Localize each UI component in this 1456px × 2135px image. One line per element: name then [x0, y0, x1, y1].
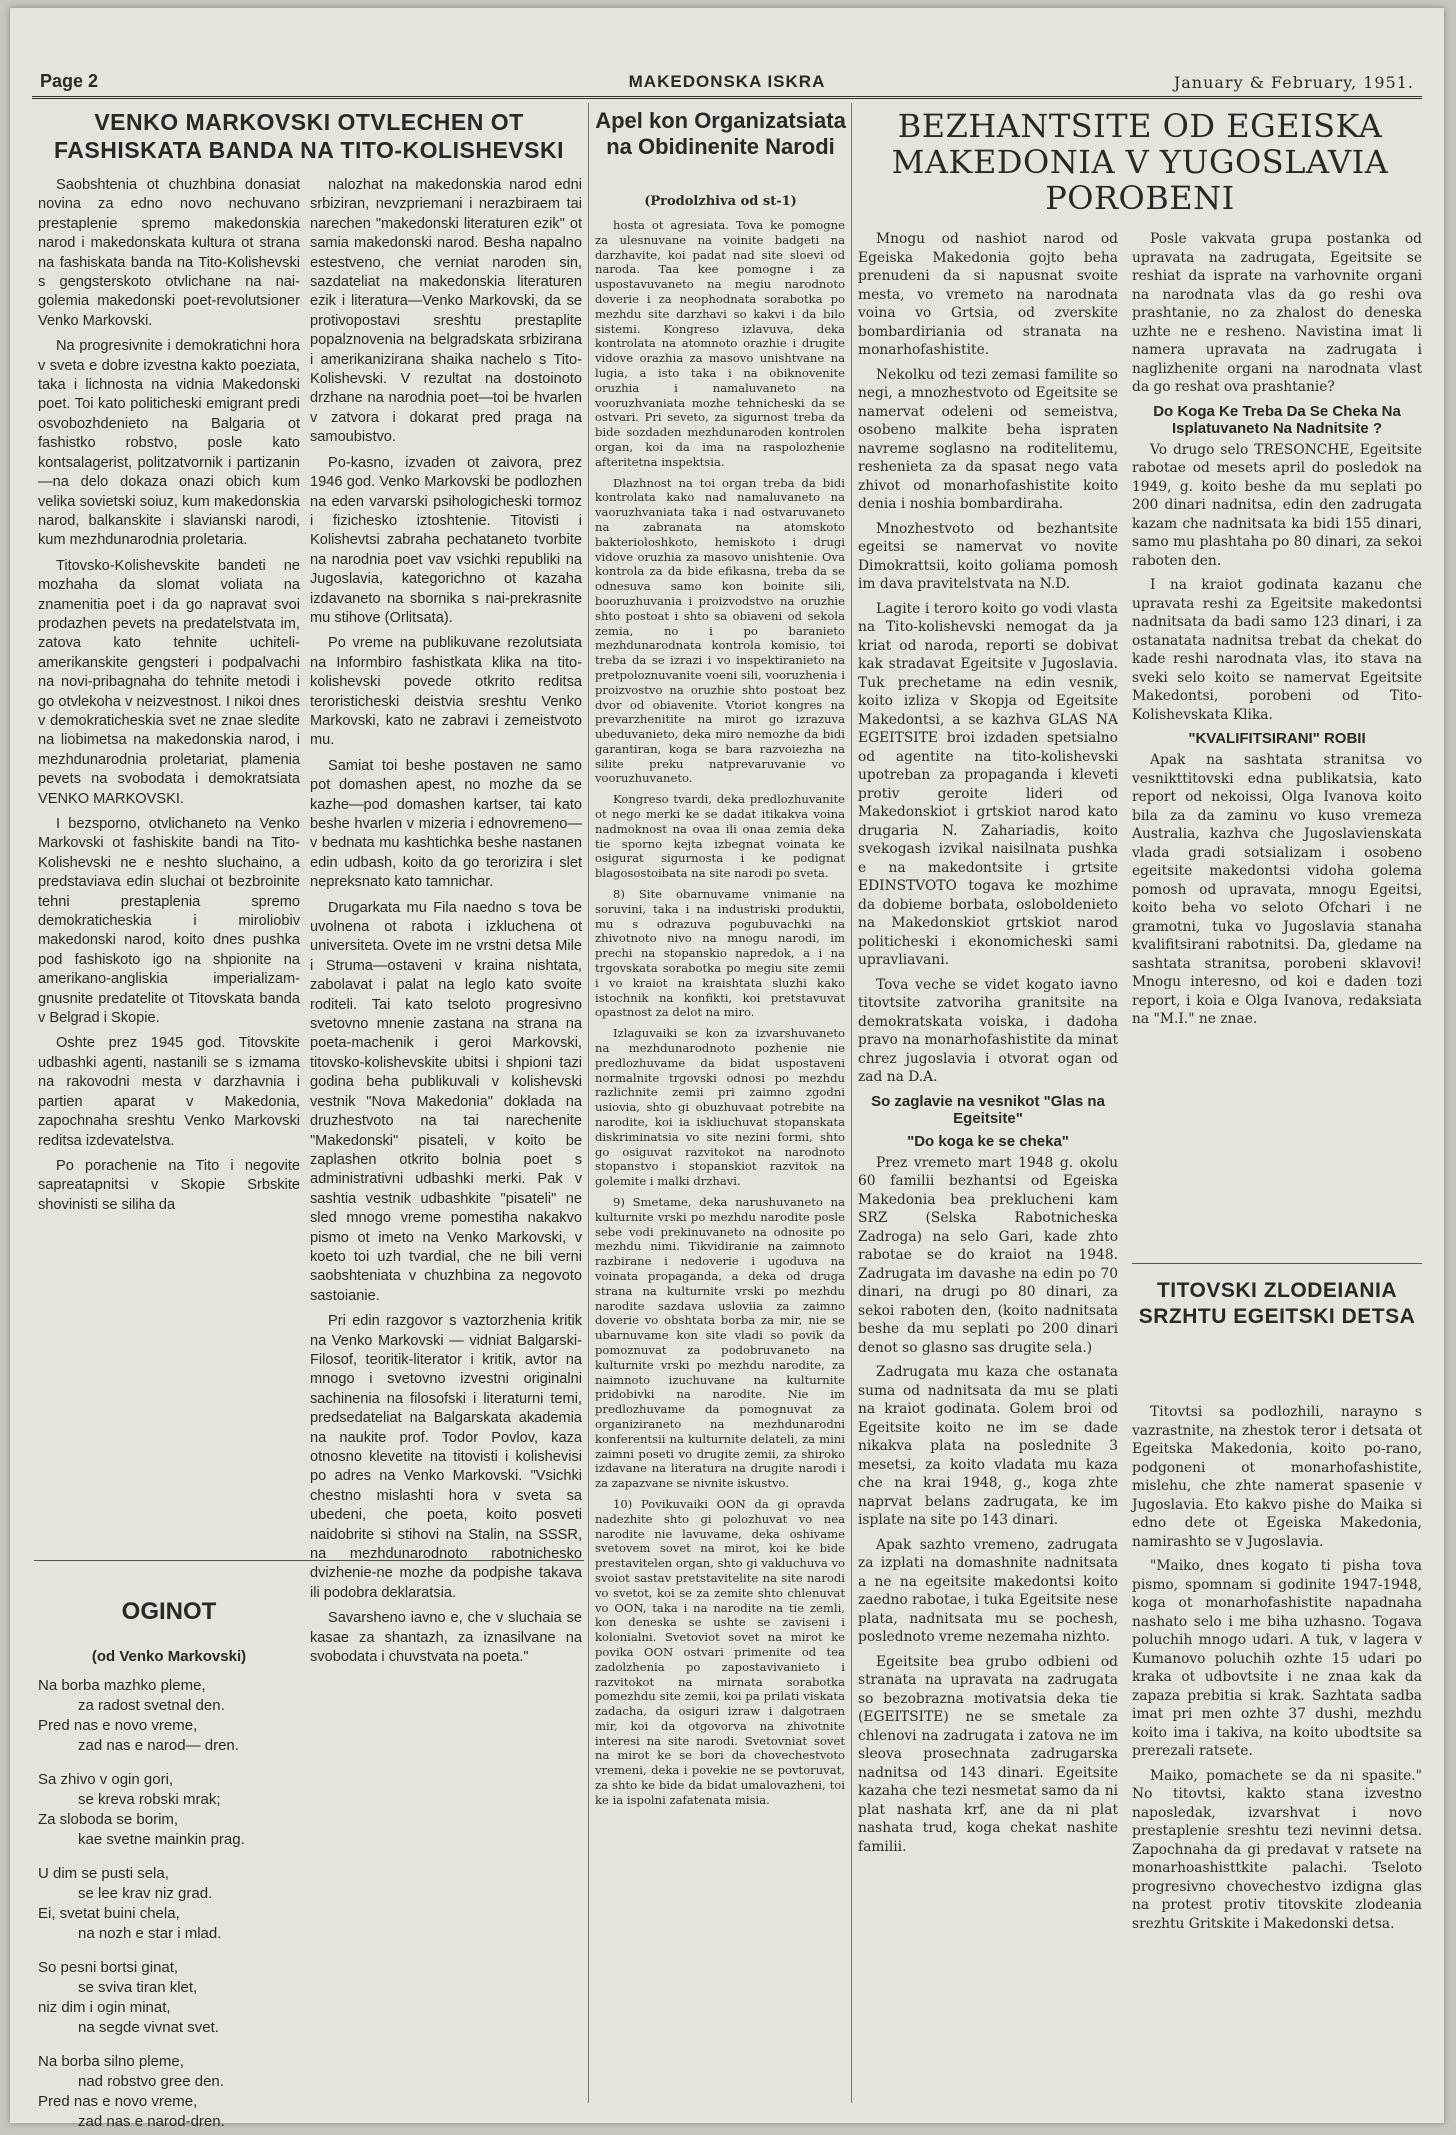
paragraph: Dlazhnost na toi organ treba da bidi kontrolata kako nad namaluvaneto na vaoruzhvaniata taka i nad ostvaruvaneto na zabranata na atomskoto bakterioloshkoto, hemiskoto i drugi vidove oruzhia za masovo unishtenie. Ova kontrola za da bide efikasna, treba da se odnesuva samo kon boinite sili, booruzhuvania i proizvodstvo na oruzhie shto postoat i shto sa obiaveni od sekola zemia, no i po baranieto mezhdunarodnata kontrola komisio, toi treba da se izrazi i vo inspektiranieto na pretpoloznuvanite voeni sili, vooruzhenia i proizvostvo na oruzhie shto postoat bez dvor od obiavenite. Vtoriot kongres na prevarzhenitite na mirot go izrazuva ubeduvanieto, deka miro nemozhe da bidi garantiran, koga se bara razvoiezha na silite preku natprevaruvanie vo vooruzhuvaneto.: [595, 475, 845, 786]
paragraph: nalozhat na makedonskia narod edni srbiziran, nevzpriemani i nerazbiraem tai narechen "makedonski literaturen ezik" ot samia makedonski narod. Besha napalno estestveno, che verniat naroden sin, sazdateliat na makedonskia literaturen ezik i literatura—Venko Markovski, da se protivopostavi sreshtu prestaplite popalznovenia na belgradskata srbizirana i amerikanizirana shaika nachelo s Tito-Kolishevski. V rezultat na dostoinoto drzhane na narodnia poet—toi be hvarlen v zatvora i dokarat pred praga na samoubistvo.: [310, 177, 582, 446]
paragraph: Vo drugo selo TRESONCHE, Egeitsite rabotae od mesets april do posledok na 1949, g. koito beshe da mu seplati po 200 dinari nadnitsa, edin den zadrugata kazam che nadnitsata ka bidi 155 dinari, samo mu plashtaha po 80 dinari, za sekoi raboten den.: [1132, 441, 1422, 569]
poem-line: Pred nas e novo vreme,: [38, 1717, 198, 1734]
page-number: Page 2: [40, 71, 99, 91]
newspaper-name: MAKEDONSKA ISKRA: [628, 72, 826, 91]
poem-line: nad robstvo gree den.: [78, 2073, 224, 2090]
paragraph: Egeitsite bea grubo odbieni od stranata na upravata na zadrugata so bezobrazna motivatsia deka tie (EGEITSITE) ne se smetale za chlenovi na zadrugata i zatova ne im sleova prosechnata zadrugarska nadnitsa od 143 dinari. Egeitsite kazaha che tezi nesmetat samo da ni plat nashata krf, ane da ni plat nashata trud, koga chekat nashite familii.: [858, 1653, 1118, 1855]
article-bezhantsite-column-2: [1132, 230, 1422, 1255]
paragraph: Zadrugata mu kaza che ostanata suma od nadnitsata da mu se plati na kraiot godinata. Golem broi od Egeitsite koito ne im se dade nikakva plata na poslednite 3 mesetsi, za koito vladata mu kaza che na krai 1948, g., koga zhte naprvat belans zadrugata, ke im isplate na site po 143 dinari.: [858, 1364, 1118, 1528]
paragraph: Prez vremeto mart 1948 g. okolu 60 familii bezhantsi od Egeiska Makedonia bea preklucheni kam SRZ (Selska Rabotnicheska Zadroga) na selo Gari, kade zhto rabotae se do kraiot na 1948. Zadrugata im davashe na edin po 70 dinari, na drugi po 80 dinari, za sekoi raboten den, (koito nadnitsata beshe da mu seplati po 200 dinari denot so glasno sas drugite sela.): [858, 1154, 1118, 1356]
paragraph: hosta ot agresiata. Tova ke pomogne za ulesnuvane na voinite badgeti na darzhavite, koi padat nad site sloevi od naroda. Taa kee pomogne i za uspostavuvaneto na megiu narodnoto doverie i za neophodnata sorabotka po mezhdu site darzhavi so kakvi i da bilo sistemi. Kongreso izlavuva, deka kontrolata na atomnoto orazhie i drugite vidove orazhia za masovo unishtvane na lugia, a isto taka i na obiknovenite oruzhia i namaluvaneto na vooruzhvaniata mozhe tehnicheski da se ostvari. Pri seveto, za sigurnost treba da bide sozdaden mezhdunaroden kontrolen organ, koi da ima na raspolozhenie afteritetna inspektsia.: [595, 218, 845, 469]
poem-line: na segde vivnat svet.: [78, 2019, 219, 2036]
poem-line: niz dim i ogin minat,: [38, 1999, 171, 2016]
paragraph: 10) Povikuvaiki OON da gi opravda nadezhite shto gi polozhuvat vo nea narodite nie lavuvame, deka oshivame svetovem sovet na mirot, koi ke bide prestavitelen organ, shto gi vakluchuva vo svoiot sastav pretstavitelite na site narodi vo svetot, koi se za zemite shto chlenuvat vo OON, taka i na narodite na tie zemli, kon deneska se ushte se zaviseni i kolonialni. Svetoviot sovet na mirot ke povika OON ostvari primenite od tea zadolzhenia po zapostavivanieto i razvitokot na mirnata sorabotka pomezhdu site zemii, koi pa prilati viskata zadacha, da osiguri izraw i dalgotraen mir, koi da otgovorva na zhivotnite interesi na site narodi. Svetovniat sovet na mirot ke se bori da chovechestvoto vremeni, deka i povekie ne se povtoruvat, za shto ke bide da bidat umalovazheni, toi ke ia ispolni zafatenata misia.: [595, 1496, 845, 1807]
column-divider: [588, 103, 589, 2103]
paragraph: Mnozhestvoto od bezhantsite egeitsi se namervat vo novite Dimokrattsii, koito goliama pomosh im dava pravitelstvata na N.D.: [858, 520, 1118, 592]
poem-line: kae svetne mainkin prag.: [78, 1831, 245, 1848]
poem-byline: (od Venko Markovski): [91, 1648, 247, 1665]
paragraph: Oshte prez 1945 god. Titovskite udbashki agenti, nastanili se s izmama na rakovodni mesta v darzhavnia i partien aparat v Makedonia, zapochnaha sreshtu Venko Markovski reditsa izdevatelstva.: [38, 1035, 300, 1149]
paragraph: Po porachenie na Tito i negovite sapreatapnitsi v Skopie Srbskite shovinisti se siliha da: [38, 1157, 300, 1213]
poem-line: se lee krav niz grad.: [78, 1885, 213, 1902]
paragraph: 8) Site obarnuvame vnimanie na soruvini, taka i na industriski produktii, mu s odrazuva pogubuvachki na zhivotnoto nivo na mnogu narodi, im prechi na stopanskio napredok, a i na trgovskata sorabotka po megiu site zemii i vo kraiot na kraishtata sluzhi kako istochnik na konfikti, koi pretstavuvat opastnost za delot na miro.: [595, 887, 845, 1020]
poem-line: Na borba silno pleme,: [38, 2053, 184, 2070]
paragraph: Maiko, pomachete se da ni spasite." No titovtsi, kakto stana izvestno naposledak, izvarshvat i novo prestaplenie sreshtu tezi nevinni detsa. Zapochnaha da gi predavat v ratsete na monarhoashisttkite palachi. Tseloto progresivno chovechestvo izdigna glas na protest protiv titovskite zlodeania srezhtu Gritskite i Makedonski detsa.: [1132, 1767, 1422, 1932]
paragraph: Mnogu od nashiot narod od Egeiska Makedonia gojto beha prenudeni da si napusnat svoite mesta, vo vremeto na narodnata voina vo Grtsia, od zverskite bombardiriania od stranata na monarhofashistite.: [858, 231, 1118, 358]
issue-date: January & February, 1951.: [1173, 73, 1414, 92]
poem-title: OGINOT: [121, 1598, 217, 1625]
poem-line: Za sloboda se borim,: [38, 1811, 179, 1828]
article-headline-markovski: VENKO MARKOVSKI OTVLECHEN OT FASHISKATA BANDA NA TITO-KOLISHEVSKI: [54, 109, 564, 163]
poem-stanza: [38, 1676, 300, 1756]
paragraph: Apak sazhto vremeno, zadrugata za izplati na domashnite nadnitsata a ne na egeitsite makedontsi koito zaedno rabotae, i tuka Egeitsite nese plata, nadnitsata mu se pochesh, poslednoto vreme nezemaha nizhto.: [858, 1536, 1118, 1645]
paragraph: Drugarkata mu Fila naedno s tova be uvolnena ot rabota i izkluchena ot universiteta. Ovete im ne vrstni detsa Mile i Struma—ostaveni v kraina nishtata, zabolavat i palat na leglo kato svoite roditeli. Tai kato tseloto progresivno svetovno mnenie zastana na strana na poeta-machenik i geroi Markovski, titovsko-kolishevskite ubitsi i shpioni tazi godina beha publikuvali v kolishevski vestnik "Nova Makedonia" doklada na druzhestvoto na tai narechenite "Makedonski" pisateli, v koito be zaplashen otkrito bolnia poet s administrativni udbashki merki. Pak v sashtia vestnik udbashkite "pisateli" ne sled mnogo vreme pomestiha nakakvo pismo ot imeto na Venko Markovski, v koeto toi uzh tvardial, che ne bili verni saobshteniata v chuzhbina za negovoto sastoianie.: [310, 899, 582, 1304]
poem-line: U dim se pusti sela,: [38, 1865, 169, 1882]
article-continuation-note: (Prodolzhiva od st-1): [644, 194, 797, 209]
article-headline-apel: Apel kon Organizatsiata na Obidinenite Narodi: [595, 108, 846, 159]
poem-stanza: [38, 1770, 300, 1850]
paragraph: Posle vakvata grupa postanka od upravata na zadrugata, Egeitsite se reshiat da isprate na varhovnite organi na narodnata vlas da go reshi ova prashtanie, no za zhalost do deneska uzhte ne e resheno. Navistina imat li namera upravata na zadrugata i naglizhenite organi na narodnata vlast da go reshat ova prashtanie?: [1132, 231, 1422, 395]
paragraph: Po vreme na publikuvane rezolutsiata na Informbiro fashistkata klika na tito-kolishevski povede otkrito reditsa teroristicheski deistvia sreshtu Venko Markovski, kato ne zabravi i zemeistvoto mu.: [310, 635, 582, 749]
article-headline-bezhantsite: BEZHANTSITE OD EGEISKA MAKEDONIA V YUGOSLAVIA POROBENI: [891, 107, 1389, 217]
paragraph: I bezsporno, otvlichaneto na Venko Markovski ot fashiskite bandi na Tito-Kolishevski ne e neshto sluchaino, a predstaviava edin sluchai ot bezbroinite tehni prestaplenia spremo demokraticheskia i miroliobiv makedonski narod, koito dnes pushka pod fashiskoto igo na shpionite na amerikano-angliskia imperializam-gnusnite predatelite ot Titovskata banda v Belgrad i Skopie.: [38, 816, 300, 1027]
poem-line: se kreva robski mrak;: [78, 1791, 221, 1808]
paragraph: Savarsheno iavno e, che v sluchaia se kasae za shantazh, za iznasilvane na svobodata i chuvstvata na poeta.": [310, 1610, 582, 1666]
article-headline-detsa: TITOVSKI ZLODEIANIA SRZHTU EGEITSKI DETSA: [1138, 1279, 1416, 1328]
article-markovski-column-1: [38, 176, 300, 1556]
subheading: "KVALIFITSIRANI" ROBII: [1188, 730, 1366, 747]
poem-line: So pesni bortsi ginat,: [38, 1959, 179, 1976]
paragraph: "Maiko, dnes kogato ti pisha tova pismo, spomnam si godinite 1947-1948, koga ot monarhofashistite napadnaha nashato selo i me biha uzhasno. Togava poluchih mnogo udari. A tuk, v lagera v Kumanovo poluchih ozhte 15 udari po kraka ot udbovtsite i ne znaa kak da zapaza prebitia si krak. Sazhtata sadba imat pri men ozhte 37 dushi, mezhdu koito ima i takiva, na koito ubodtsite sa prerezali ratsete.: [1132, 1558, 1422, 1759]
subheading: "Do koga ke se cheka": [907, 1132, 1069, 1150]
paragraph: Nekolku od tezi zemasi familite so negi, a mnozhestvoto od Egeitsite se namervat odeleni od semeistva, osobeno malkite beha ispraten navreme soglasno na roditelitemu, reshenieta za da spasat nego vata zhivot od monarhofashistite koito denia i noshia bombardiraha.: [858, 366, 1118, 512]
paragraph: Samiat toi beshe postaven ne samo pot domashen apest, no mozhe da se kazhe—pod domashen kartser, tai kato beshe hvarlen v mizeria i ednovremeno—v bednata mu kashtichka beshe nastanen edin udbash, koito da go terorizira i slet nepreksnato kato tamnichar.: [310, 757, 582, 891]
poem-line: Ei, svetat buini chela,: [38, 1905, 180, 1922]
section-rule: [34, 1560, 584, 1561]
paragraph: Apak na sashtata stranitsa vo vesnikttitovski edna publikatsia, kato report od nekoissi, Olga Ivanova koito bila za da zaminu vo kuso vremeza Australia, kazhva che Jugoslavienskata vlada gradi sotsializam i osobeno egeitsite makedontsi vidoha golema pomosh od upravata, mnogu Egeitsi, koito beha vo seloto Ofchari i ne gramotni, tuka vo Jugoslavia stanaha kvalifitsirani rabotnitsi. Da, gledame na sashtata stranitsa, porobeni sklavovi! Mnogu interesno, od koi e daden tozi report, i koia e Olga Ivanova, redaksiata na "M.I." ne znae.: [1132, 752, 1422, 1027]
paragraph: Titovtsi sa podlozhili, narayno s vazrastnite, na zhestok teror i detsata ot Egeitska Makedonia, koito po-rano, podgoneni ot monarhofashistite, mislehu, che zhte namerat spasenie v Jugoslavia. Eto kakvo pishe do Maika si edno dete ot Egeiska Makedonia, namirashto se v Jugoslavia.: [1132, 1404, 1422, 1550]
paragraph: I na kraiot godinata kazanu che upravata reshi za Egeitsite makedontsi nadnitsata da badi samo 123 dinari, i za ostanatata nadnitsa trebat da chekat do kade reshi narodnata vlas, ito stava na sveki selo koito se namervat Egeitsite Makedontsi, porobeni od Tito-Kolishevskata Klika.: [1132, 577, 1422, 723]
poem-line: Pred nas e novo vreme,: [38, 2093, 198, 2110]
paragraph: Izlaguvaiki se kon za izvarshuvaneto na mezhdunarodnoto pozhenie nie predlozhuvame da bidat uspostaveni normalnite trgovski odnosi po mezhdu razlichnite zemii pri zaimno zgodni usiovia, shto gi obuzhuvaat potrebite na narodite, koi ia iskliuchuvat stopanskata diskriminatsia vo site nezini formi, shto go osiguvat razvitokot na narodnoto stopanstvo i stopanskiot razvitok na golemite i malki drzhavi.: [595, 1026, 845, 1189]
paragraph: 9) Smetame, deka narushuvaneto na kulturnite vrski po mezhdu narodite posle sebe vodi prekinuvaneto na odnosite po mezhdu nimi. Tikvidiranie na zaimnoto razbirane i nedoverie i ugoduva na voinata propaganda, a deka od druga strana na kulturnite vrski po mezhdu narodite sazdava usloviia za zaimno doverie vo obshtata borba za mir, nie se ubarnuvame kon site vladi so povik da pomoznuvat za podobruvaneto na kulturnite vrski po mezhdu narodite, za naimnoto izuchuvane na kulturnite pridobivki na narodite. Nie im predlozhuvame da pomognuvat za organiziraneto na mezhdunarodni konferentsii na kulturnite delateli, za mini zaimni poseti vo drugite zemii, za shiroko izdavane na literatura na drugite narodi i za zapazvane se nivnite iskustvo.: [595, 1195, 845, 1491]
article-detsa-column: [1132, 1403, 1422, 2103]
poem-line: zad nas e narod-dren.: [78, 2113, 225, 2130]
paragraph: Titovsko-Kolishevskite bandeti ne mozhaha da slomat voliata na znamenitia poet i da go napravat svoi prodazhen pevets na predatelstvata im, zatova kato tehnite uchiteli-amerikanskite gengsteri i podpalvachi na novi-pribagnaha do tehnite metodi i go otvlekoha v neizvestnost. I nikoi dnes v demokraticheskia svet ne znae sledite na liobimetsa na makedonskia narod, i mezhdunarodnia proletariat, plamenia pevets na svobodata i demokratsiata VENKO MARKOVSKI.: [38, 557, 300, 807]
poem-line: se sviva tiran klet,: [78, 1979, 198, 1996]
article-apel-column: [595, 218, 845, 2093]
poem-line: zad nas e narod— dren.: [78, 1737, 239, 1754]
paragraph: Lagite i teroro koito go vodi vlasta na Tito-kolishevski nemogat da ja kriat od naroda, reporti se dobivat kak stradavat Egeitsite v Jugoslavia. Tuk prechetame na edin vesnik, koito izliza v Skopja od Egeitsite Makedontsi, a se kazhva GLAS NA EGEITSITE broi izdaden spetsialno od agentite na tito-kolishevski upotreban za propaganda i kleveti protiv geroite lideri od Makedonskiot i grtskiot narod kato drugaria N. Zahariadis, koito svekogash izvikal naisilnata pushka e na makedontsite i grtsite EDINSTVOTO togava ke mozhime da dobieme borbata, osloboldenieto na Makedonskiot grtskiot narod politicheski i ekonomicheski sami upravliavani.: [858, 600, 1118, 968]
article-bezhantsite-column-1: [858, 230, 1118, 2098]
paragraph: Po-kasno, izvaden ot zaivora, prez 1946 god. Venko Markovski be podlozhen na eden varvarski psihologicheski tormoz i fizichesko iztoshtenie. Titovisti i Kolishevtsi zabraha pechataneto tvorbite na narodnia poet vav vsichki republiki na Jugoslavia, kategorichno ot kazaha izdavaneto na sbornika s nai-prekrasnite mu stihove (Orlitsata).: [310, 454, 582, 626]
poem-line: Sa zhivo v ogin gori,: [38, 1771, 174, 1788]
poem-line: Na borba mazhko pleme,: [38, 1677, 206, 1694]
article-markovski-column-2: [310, 176, 582, 2091]
poem-stanza: [38, 1958, 300, 2038]
poem-line: na nozh e star i mlad.: [78, 1925, 222, 1942]
subheading: So zaglavie na vesnikot "Glas na Egeitsite": [871, 1092, 1105, 1127]
column-divider: [851, 103, 852, 2103]
subheading: Do Koga Ke Treba Da Se Cheka Na Isplatuvaneto Na Nadnitsite ?: [1153, 402, 1401, 437]
poem-line: za radost svetnal den.: [78, 1697, 225, 1714]
paragraph: Tova veche se videt kogato iavno titovtsite zatvoriha granitsite na demokratskata voiska, i dadoha pravo na monarhofashistite da minat chrez jugoslavia i otvorat ogan od zad na D.A.: [858, 976, 1118, 1085]
section-rule: [1132, 1263, 1422, 1264]
paragraph: Saobshtenia ot chuzhbina donasiat novina za edno novo nechuvano prestaplenie spremo makedonskia narod i makedonskata kultura ot strana na fashiskata banda na Tito-Kolishevski s gengsterskoto otvlichane na nai-golemia makedonski poet-revolutsioner Venko Markovski.: [38, 177, 300, 329]
paragraph: Pri edin razgovor s vaztorzhenia kritik na Venko Markovski — vidniat Balgarski-Filosof, teoritik-literator i kritik, avtor na mnogo i svetovno izvestni originalni sachinenia na filosofski i literaturni temi, predsedateliat na Balgarskata akademia na naukite prof. Todor Povlov, kaza otnosno klevetite na titovisti i kolishevisi po adres na Venko Markovski. "Vsichki chestno mislashti hora v sveta sa ubedeni, che poeta, koito posveti naidobrite si stihovi na Stalin, na SSSR, na mezhdunarodnoto rabotnichesko dvizhenie-ne mozhe da podpishe takava ili podobra deklaratsia.: [310, 1313, 582, 1601]
poem-stanza: [38, 2052, 300, 2132]
poem-body: [38, 1676, 300, 2130]
newspaper-page: [10, 8, 1444, 2130]
poem-stanza: [38, 1864, 300, 1944]
page-header: [32, 56, 1422, 99]
paragraph: Na progresivnite i demokratichni hora v sveta e dobre izvestna kakto poeziata, taka i lichnosta na vidnia Makedonski poet. Toi kato politicheski emigrant predi osvobozhdenieto na Balgaria ot fashistko robstvo, posle kato kontsalagerist, politzatvornik i partizanin—na delo dokaza onazi obich kum velika sovietski soiuz, kum makedonskia narod, balkanskite i slavianski narodi, kum mezhdunarodnia proletaria.: [38, 338, 300, 549]
paragraph: Kongreso tvardi, deka predlozhuvanite ot nego merki ke se dadat itikakva voina nadmoknost na ovaa ili onaa zemia deka tie sporno kejta izbegnat voinata ke osigurat sigurnosta i ke podignat blagosostoibata na site narodi po sveta.: [595, 792, 845, 881]
